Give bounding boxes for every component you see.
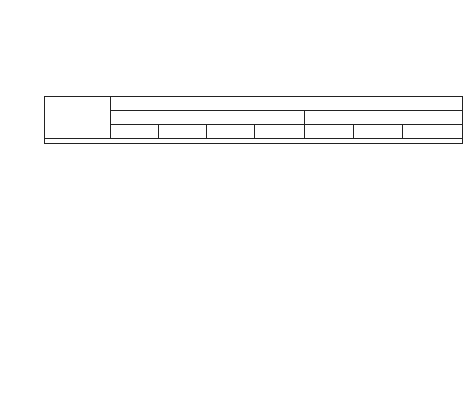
wire-diameter-table [44,96,463,144]
flux-size-2 [403,125,463,139]
solid-size-1 [159,125,207,139]
diameter-header [111,97,463,111]
solid-wire-header [111,111,305,125]
solid-size-0 [111,125,159,139]
table-note [45,139,463,144]
flux-wire-header [305,111,463,125]
thickness-header [45,97,111,139]
solid-size-2 [207,125,255,139]
solid-size-3 [255,125,305,139]
flux-size-1 [354,125,403,139]
flux-size-0 [305,125,354,139]
